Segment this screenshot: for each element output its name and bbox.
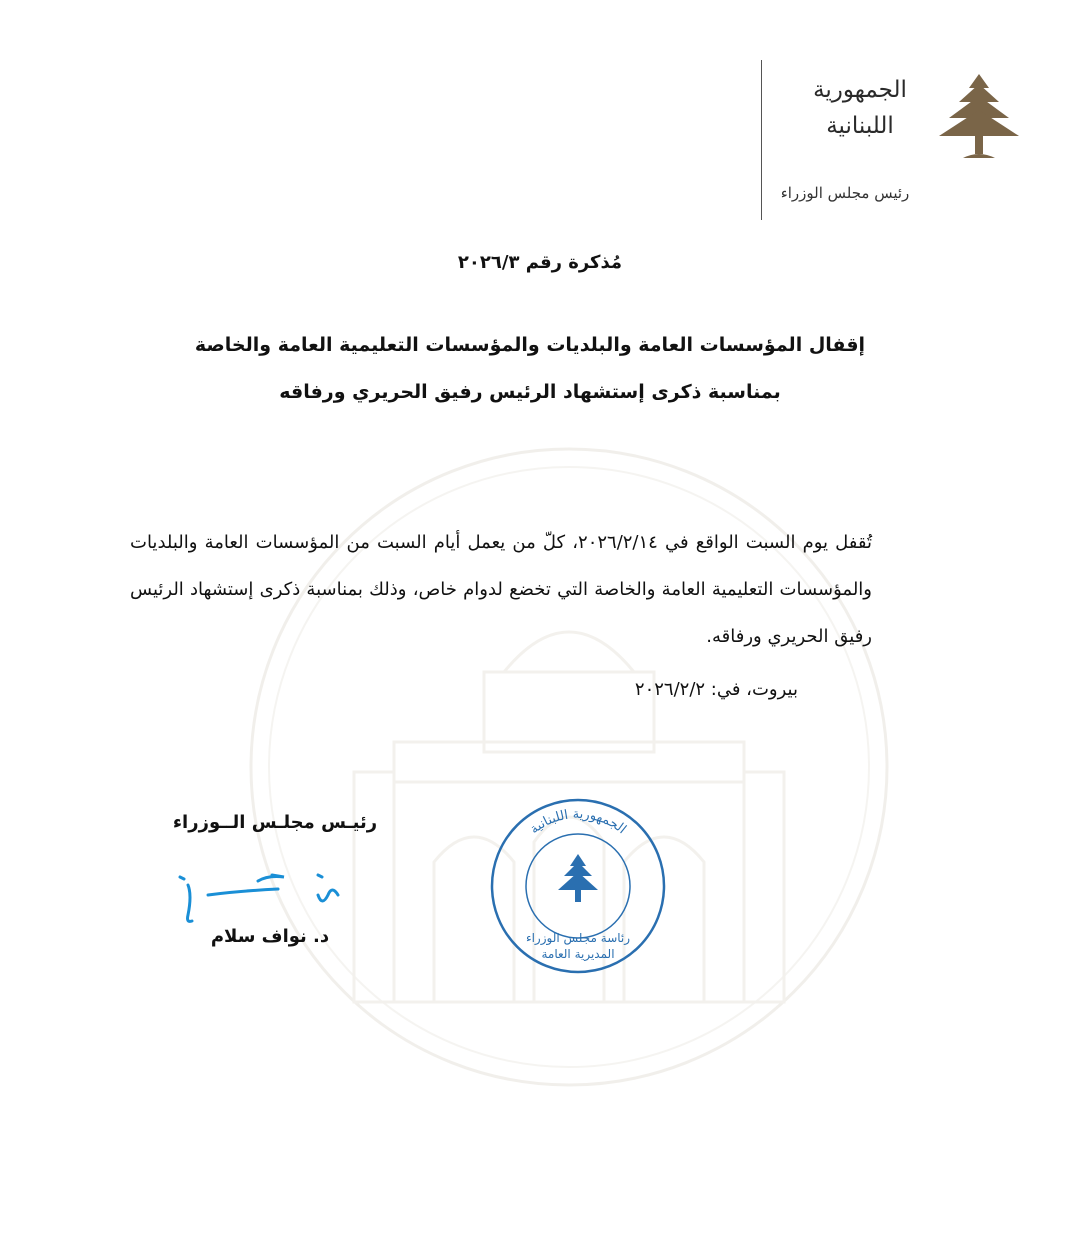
signatory-name: د. نواف سلام [210, 926, 330, 947]
stamp-line2: المديرية العامة [541, 947, 615, 961]
memo-number: مُذكرة رقم ٢٠٢٦/٣ [457, 252, 623, 273]
official-stamp [488, 796, 668, 976]
republic-line2: اللبنانية [826, 113, 894, 139]
republic-line1: الجمهورية [813, 77, 907, 103]
memo-title-line1: إقفال المؤسسات العامة والبلديات والمؤسسات التعليمية العامة والخاصة [194, 334, 866, 356]
place-date: بيروت، في: ٢٠٢٦/٢/٢ [634, 679, 798, 700]
stamp-line1: رئاسة مجلس الوزراء [525, 931, 631, 945]
svg-text:الجمهورية اللبنانية [527, 807, 629, 837]
republic-name [795, 72, 925, 144]
letterhead-divider [761, 60, 762, 220]
letterhead [755, 58, 1065, 228]
stamp-cedar-icon [558, 854, 598, 902]
handwritten-signature [168, 855, 348, 930]
memo-body: تُقفل يوم السبت الواقع في ٢٠٢٦/٢/١٤، كلّ من يعمل أيام السبت من المؤسسات العامة والبلديات والمؤسسات التعليمية العامة والخاصة التي تخضع لدوام خاص، وذلك بمناسبة ذكرى إستشهاد الرئيس رفيق الحريري ورفاقه. [130, 532, 873, 647]
stamp-ring-text: الجمهورية اللبنانية [527, 806, 629, 838]
cedar-icon [933, 70, 1025, 166]
signatory-title: رئيـس مجلـس الــوزراء [172, 812, 378, 833]
memo-title-line2: بمناسبة ذكرى إستشهاد الرئيس رفيق الحريري ورفاقه [279, 381, 781, 403]
office-name: رئيس مجلس الوزراء [780, 184, 910, 202]
